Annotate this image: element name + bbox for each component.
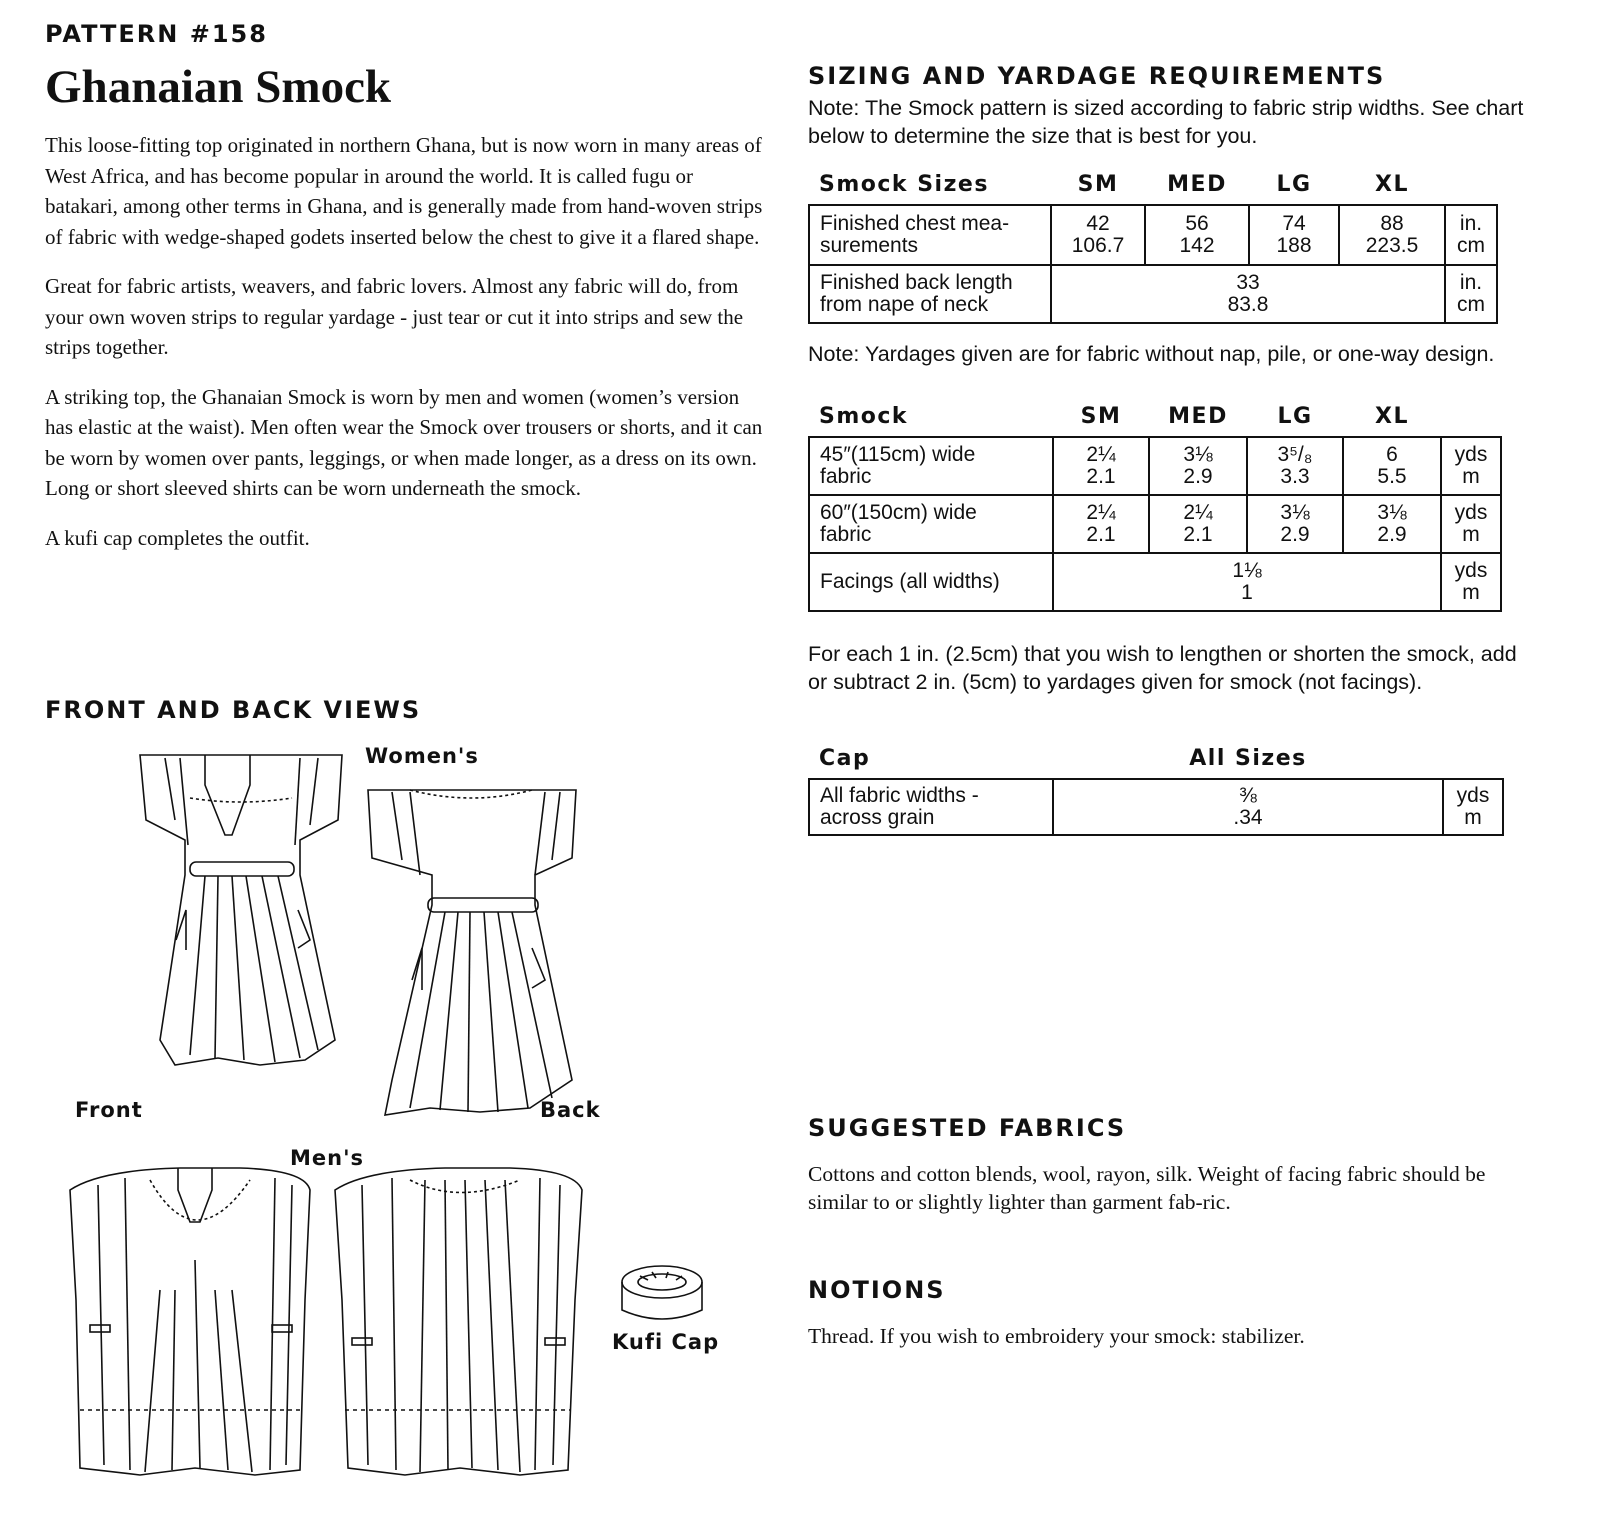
page-title: Ghanaian Smock <box>45 61 392 113</box>
row-label: Finished chest mea- surements <box>809 205 1051 265</box>
views-heading: FRONT AND BACK VIEWS <box>45 696 422 724</box>
column-header: SM <box>1080 404 1122 429</box>
unit-cell: yds m <box>1441 553 1501 611</box>
cap-yardage-table <box>808 746 1504 836</box>
womens-label: Women's <box>365 744 479 768</box>
kufi-cap-label: Kufi Cap <box>612 1330 720 1354</box>
cap-header-row <box>809 746 1503 779</box>
table-cell: 3⅛ 2.9 <box>1343 495 1441 553</box>
table-row <box>809 205 1497 265</box>
table-cell: 3⅛ 2.9 <box>1149 437 1247 495</box>
column-header: MED <box>1167 172 1227 197</box>
fabrics-heading: SUGGESTED FABRICS <box>808 1114 1127 1142</box>
table-row <box>809 437 1501 495</box>
column-header: Smock Sizes <box>819 172 989 197</box>
column-header: XL <box>1375 404 1409 429</box>
yardage-header-row <box>809 404 1501 437</box>
back-label: Back <box>540 1098 601 1122</box>
column-header: Cap <box>819 746 871 771</box>
table-cell: 74 188 <box>1249 205 1339 265</box>
intro-paragraph-3: A striking top, the Ghanaian Smock is worn by men and women (women’s version has elastic at the waist). Men often wear the Smock over trousers or shorts, and it can be worn by women over pants, leggings, or when made longer, as a dress on its own. Long or short sleeved shirts can be worn underneath the smock. <box>45 384 763 500</box>
sizes-header-row <box>809 172 1497 205</box>
womens-front-drawing <box>140 755 342 1065</box>
womens-back-drawing <box>368 790 576 1115</box>
table-cell: 3⁵/₈ 3.3 <box>1247 437 1343 495</box>
notions-heading: NOTIONS <box>808 1276 946 1304</box>
sizing-heading: SIZING AND YARDAGE REQUIREMENTS <box>808 62 1386 90</box>
table-row <box>809 265 1497 323</box>
table-cell: 88 223.5 <box>1339 205 1445 265</box>
column-header: Smock <box>819 404 909 429</box>
row-label: 60″(150cm) wide fabric <box>809 495 1053 553</box>
table-row <box>809 495 1501 553</box>
smock-yardage-table <box>808 404 1502 612</box>
kufi-cap-drawing <box>622 1266 702 1319</box>
table-cell: 3⅛ 2.9 <box>1247 495 1343 553</box>
column-header: MED <box>1168 404 1228 429</box>
column-header: XL <box>1375 172 1409 197</box>
unit-cell: in. cm <box>1445 265 1497 323</box>
smock-sizes-table <box>808 172 1498 324</box>
row-label: All fabric widths - across grain <box>809 779 1053 835</box>
table-cell: 33 83.8 <box>1051 265 1445 323</box>
notions-text: Thread. If you wish to embroidery your smock: stabilizer. <box>808 1324 1305 1348</box>
unit-cell: yds m <box>1441 495 1501 553</box>
table-cell: 2¼ 2.1 <box>1149 495 1247 553</box>
table-cell: 56 142 <box>1145 205 1249 265</box>
intro-paragraph-2: Great for fabric artists, weavers, and fabric lovers. Almost any fabric will do, from your own woven strips to regular yardage - just tear or cut it into strips and sew the strips together. <box>45 274 744 359</box>
table-cell: 2¼ 2.1 <box>1053 437 1149 495</box>
column-header: LG <box>1276 172 1312 197</box>
front-label: Front <box>75 1098 143 1122</box>
intro-paragraph-1: This loose-fitting top originated in northern Ghana, but is now worn in many areas of West Africa, and has become popular in around the world. It is called fugu or batakari, among other terms in Ghana, and is generally made from hand-woven strips of fabric with wedge-shaped godets inserted below the chest to give it a flared shape. <box>45 133 763 249</box>
table-cell: 2¼ 2.1 <box>1053 495 1149 553</box>
unit-cell: yds m <box>1443 779 1503 835</box>
table-row <box>809 779 1503 835</box>
row-label: Finished back length from nape of neck <box>809 265 1051 323</box>
row-label: Facings (all widths) <box>809 553 1053 611</box>
intro-paragraph-4: A kufi cap completes the outfit. <box>45 525 310 550</box>
unit-cell: in. cm <box>1445 205 1497 265</box>
intro-text <box>45 130 770 572</box>
column-header: SM <box>1077 172 1119 197</box>
column-header: LG <box>1277 404 1313 429</box>
fabrics-text: Cottons and cotton blends, wool, rayon, silk. Weight of facing fabric should be similar to or slightly lighter than garment fab-ric. <box>808 1162 1486 1214</box>
sizing-note-1: Note: The Smock pattern is sized according to fabric strip widths. See chart below to determine the size that is best for you. <box>808 96 1524 148</box>
sizing-note-2: Note: Yardages given are for fabric without nap, pile, or one-way design. <box>808 342 1495 366</box>
mens-front-drawing <box>70 1168 310 1475</box>
mens-back-drawing <box>335 1168 582 1475</box>
pattern-number: PATTERN #158 <box>45 20 268 48</box>
table-cell: 42 106.7 <box>1051 205 1145 265</box>
table-row <box>809 553 1501 611</box>
table-cell: 1⅛ 1 <box>1053 553 1441 611</box>
table-cell: ⅜ .34 <box>1053 779 1443 835</box>
mens-label: Men's <box>290 1146 365 1170</box>
row-label: 45″(115cm) wide fabric <box>809 437 1053 495</box>
column-header: All Sizes <box>1189 746 1307 771</box>
table-cell: 6 5.5 <box>1343 437 1441 495</box>
sizing-note-3: For each 1 in. (2.5cm) that you wish to lengthen or shorten the smock, add or subtract 2 in. (5cm) to yardages given for smock (not facings). <box>808 642 1517 694</box>
unit-cell: yds m <box>1441 437 1501 495</box>
